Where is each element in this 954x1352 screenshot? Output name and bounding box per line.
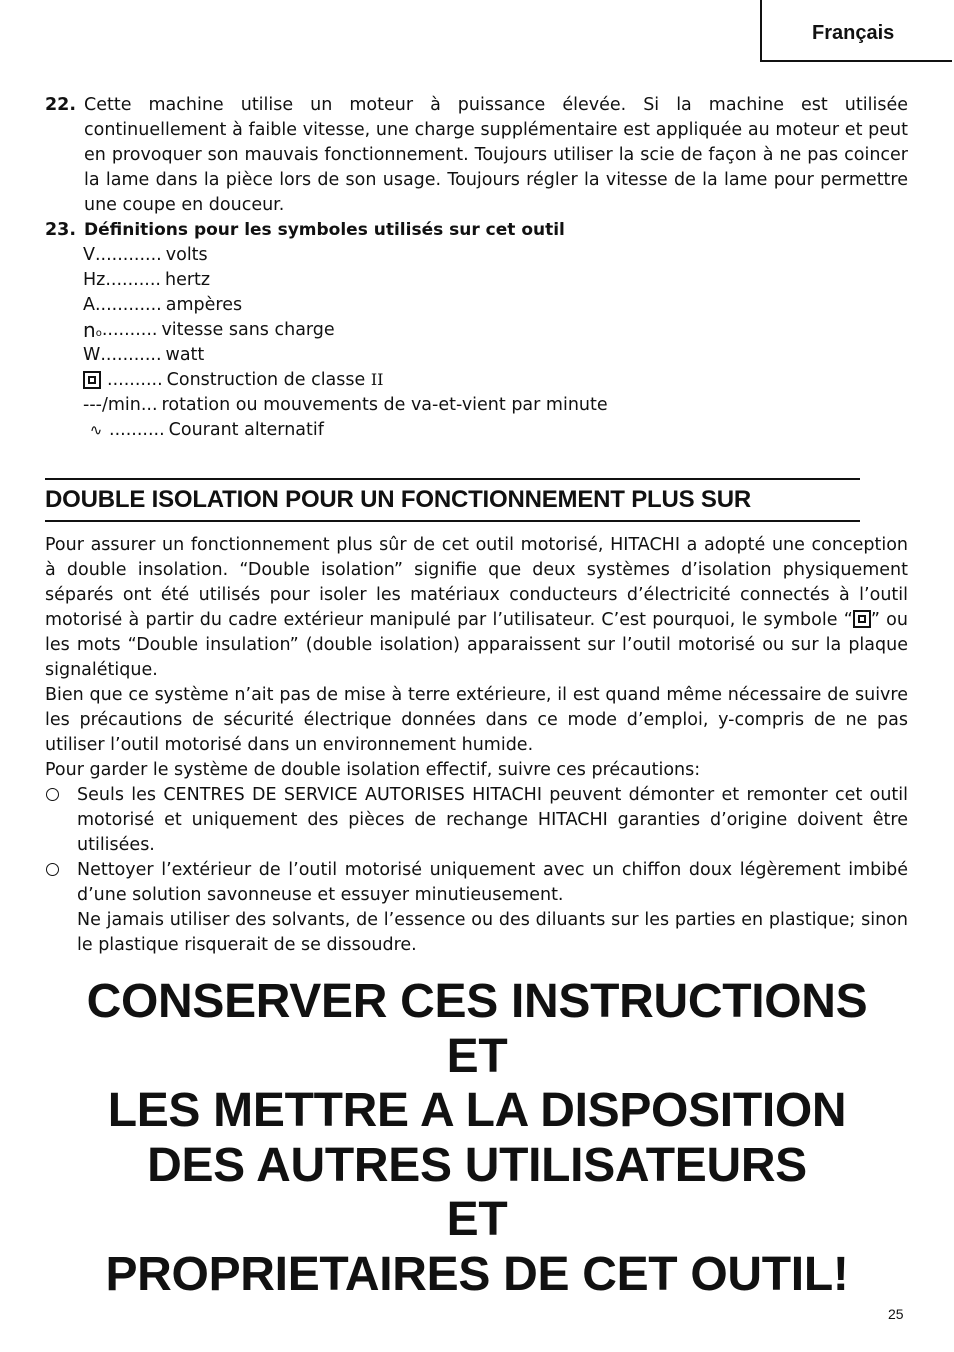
symbol-row-no-load-speed — [83, 317, 608, 342]
list-item — [45, 858, 908, 958]
headline-line: ET — [446, 1193, 508, 1246]
headline-line: LES METTRE A LA DISPOSITION — [107, 1084, 847, 1137]
symbol-meaning: watt — [165, 344, 205, 365]
language-tab — [760, 0, 952, 62]
item-number: 23. — [45, 220, 77, 240]
language-label: Français — [812, 22, 895, 44]
symbol-meaning: ampères — [165, 294, 243, 315]
headline-line: PROPRIETAIRES DE CET OUTIL! — [105, 1247, 849, 1301]
symbol-meaning: volts — [165, 244, 208, 265]
symbol-row-class-ii — [83, 367, 608, 392]
headline-keep-instructions — [0, 975, 954, 1302]
item-text: Cette machine utilise un moteur à puissance élevée. Si la machine est utilisée continuellement à faible vitesse, une charge supplémentaire est appliquée au moteur et peut en provoquer son mauvais fonctionnement. Toujours utiliser la scie de façon à ne pas coincer la lame dans la pièce lors de son usage. Toujours régler la vitesse de la lame pour permettre une coupe en douceur. — [84, 95, 908, 215]
headline-line: DES AUTRES UTILISATEURS — [147, 1138, 807, 1192]
leader-dots: ... — [140, 394, 158, 415]
symbol-meaning: Courant alternatif — [168, 419, 324, 440]
leader-dots: ............ — [94, 244, 162, 265]
section-rule-top — [45, 478, 860, 480]
leader-dots: .......... — [109, 419, 165, 440]
page-number: 25 — [888, 1306, 904, 1322]
item-23 — [45, 218, 908, 243]
item-22 — [45, 93, 908, 218]
list-item — [45, 783, 908, 858]
double-insulation-icon — [853, 610, 871, 628]
paragraph-grounding: Bien que ce système n’ait pas de mise à terre extérieure, il est quand même nécessaire de suivre les précautions de sécurité électrique données dans ce mode d’emploi, y-compris de ne pas utiliser l’outil motorisé dans un environnement humide. — [45, 685, 908, 755]
symbol-row-watt — [83, 342, 608, 367]
leader-dots: ........... — [100, 344, 162, 365]
symbol-row-hertz — [83, 267, 608, 292]
symbol-key: A — [83, 294, 95, 315]
symbol-key: V — [83, 244, 95, 265]
symbol-key: W — [83, 344, 101, 365]
double-insulation-icon — [83, 371, 101, 389]
symbol-row-amperes — [83, 292, 608, 317]
circle-bullet-icon — [46, 788, 59, 801]
paragraph-precautions-intro: Pour garder le système de double isolation effectif, suivre ces précautions: — [45, 760, 701, 780]
symbol-key: ---/min — [83, 394, 141, 415]
headline-line: ET — [446, 1029, 508, 1083]
symbol-meaning: rotation ou mouvements de va-et-vient par minute — [161, 394, 608, 415]
symbol-row-volts — [83, 242, 608, 267]
leader-dots: .......... — [105, 269, 161, 290]
item-number: 22. — [45, 95, 77, 115]
leader-dots: .......... — [107, 369, 163, 390]
symbol-key: $n_o$ — [83, 317, 102, 342]
symbol-row-alternating-current — [83, 417, 608, 442]
leader-dots: ............ — [94, 294, 162, 315]
symbol-key: Hz — [83, 269, 106, 290]
section-rule-bottom — [45, 520, 860, 522]
symbol-meaning: vitesse sans charge — [161, 319, 335, 340]
list-item-text: Nettoyer l’extérieur de l’outil motorisé uniquement avec un chiffon doux légèrement imbibé d’une solution savonneuse et essuyer minutieusement. Ne jamais utiliser des solvants, de l’essence ou des diluants sur les parties en plastique; sinon le plastique risquerait de se dissoudre. — [77, 860, 908, 955]
symbol-definitions — [83, 242, 608, 442]
symbol-meaning: hertz — [165, 269, 211, 290]
leader-dots: .......... — [101, 319, 158, 340]
paragraph-double-insulation: Pour assurer un fonctionnement plus sûr de cet outil motorisé, HITACHI a adopté une conception à double insolation. “Double isolation” signifie que deux systèmes d’isolation physiquement séparés ont été utilisés pour isoler les matériaux conducteurs d’électricité connectés à l’outil motorisé à partir du cadre extérieur manipulé par l’utilisateur. C’est pourquoi, le symbole “ ” ou les mots “Double insulation” (double isolation) apparaissent sur l’outil motorisé ou sur la plaque signalétique. — [45, 535, 908, 680]
symbol-row-per-minute — [83, 392, 608, 417]
circle-bullet-icon — [46, 863, 59, 876]
list-item-text: Seuls les CENTRES DE SERVICE AUTORISES HITACHI peuvent démonter et remonter cet outil motorisé et uniquement des pièces de rechange HITACHI garanties d’origine doivent être utilisées. — [77, 785, 908, 855]
alternating-current-icon: ∿ — [89, 420, 103, 439]
symbol-meaning: Construction de classe II — [166, 369, 384, 390]
item-heading: Définitions pour les symboles utilisés sur cet outil — [84, 220, 565, 240]
headline-line: CONSERVER CES INSTRUCTIONS — [86, 975, 868, 1028]
section-title: DOUBLE ISOLATION POUR UN FONCTIONNEMENT PLUS SUR — [45, 486, 751, 513]
